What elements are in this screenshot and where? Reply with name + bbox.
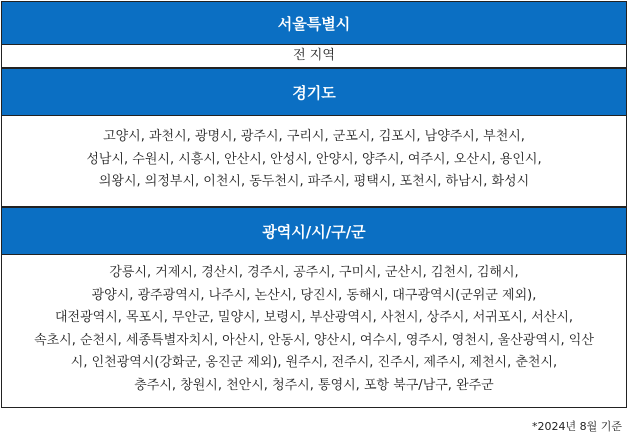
region-line: 대전광역시, 목포시, 무안군, 밀양시, 보령시, 부산광역시, 사천시, 상주시, 서귀포시, 서산시,	[54, 310, 574, 325]
section-header-metro	[1, 207, 627, 255]
region-line: 의왕시, 의정부시, 이천시, 동두천시, 파주시, 평택시, 포천시, 하남시, 화성시	[98, 174, 530, 189]
section-body-metro	[1, 255, 627, 408]
region-line: 강릉시, 거제시, 경산시, 경주시, 공주시, 구미시, 군산시, 김천시, 김해시,	[109, 265, 519, 280]
region-line: 시, 인천광역시(강화군, 옹진군 제외), 원주시, 전주시, 진주시, 제주시, 제천시, 춘천시,	[70, 355, 558, 370]
section-title: 서울특별시	[277, 14, 351, 33]
region-line: 성남시, 수원시, 시흥시, 안산시, 안성시, 안양시, 양주시, 여주시, 오산시, 용인시,	[86, 151, 542, 167]
footnote: *2024년 8월 기준	[532, 420, 622, 433]
region-line: 광양시, 광주광역시, 나주시, 논산시, 당진시, 동해시, 대구광역시(군위군 제외),	[91, 287, 537, 303]
section-body-gyeonggi	[1, 116, 627, 207]
section-title: 경기도	[292, 83, 336, 102]
section-header-gyeonggi	[1, 68, 627, 116]
section-title: 광역시/시/구/군	[262, 222, 366, 241]
region-line: 전 지역	[293, 48, 335, 63]
section-body-seoul	[1, 45, 627, 68]
region-line: 고양시, 과천시, 광명시, 광주시, 구리시, 군포시, 김포시, 남양주시, 부천시,	[103, 129, 525, 144]
section-header-seoul	[1, 1, 627, 45]
region-line: 충주시, 창원시, 천안시, 청주시, 통영시, 포항 북구/남구, 완주군	[134, 377, 494, 393]
region-line: 속초시, 순천시, 세종특별자치시, 아산시, 안동시, 양산시, 여수시, 영주시, 영천시, 울산광역시, 익산	[34, 332, 594, 348]
